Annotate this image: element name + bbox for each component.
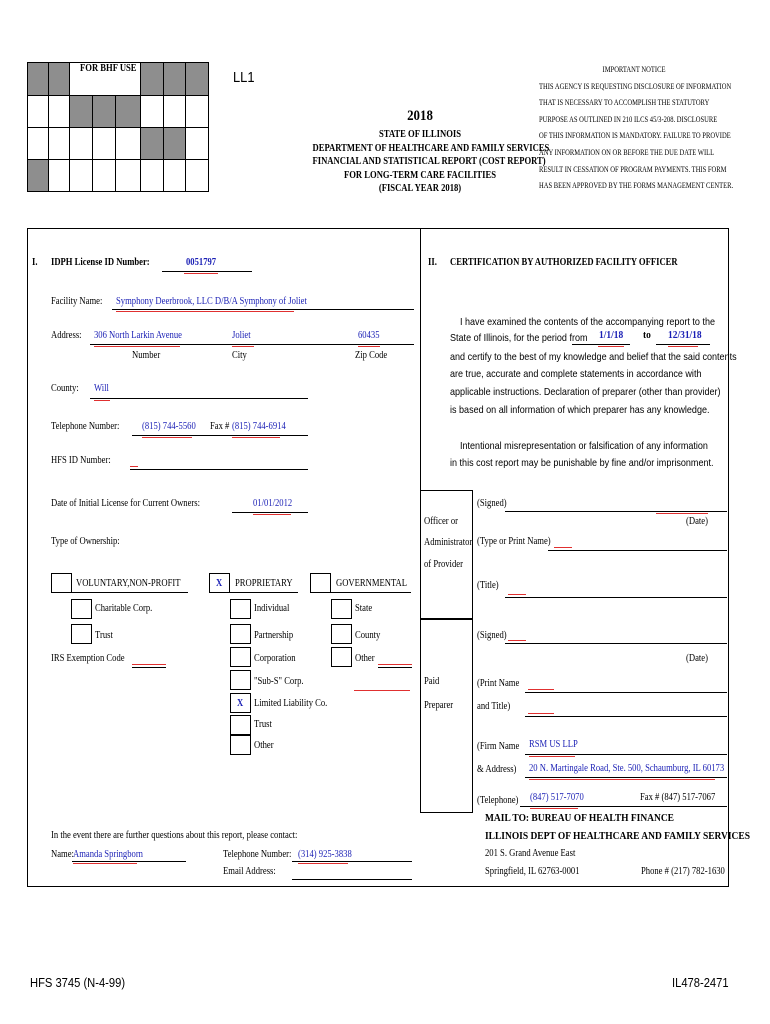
grid-cell xyxy=(163,62,186,96)
grid-cell xyxy=(163,127,186,160)
form-code-footer: IL478-2471 xyxy=(672,975,729,990)
proprietary-trust-checkbox[interactable] xyxy=(230,715,251,735)
cert-line: are true, accurate and complete statements in accordance with xyxy=(450,368,702,380)
grid-cell xyxy=(92,95,116,128)
llc-check-mark: X xyxy=(237,698,244,709)
proprietary-trust-label: Trust xyxy=(254,719,272,730)
preparer-signed-label: (Signed) xyxy=(477,630,507,641)
firm-telephone-label: (Telephone) xyxy=(477,795,519,806)
governmental-label: GOVERNMENTAL xyxy=(336,578,407,589)
mail-to-line: ILLINOIS DEPT OF HEALTHCARE AND FAMILY SERVICES xyxy=(485,830,750,842)
hfs-id-label: HFS ID Number: xyxy=(51,455,111,466)
zip-value[interactable]: 60435 xyxy=(358,330,380,341)
warning-line: Intentional misrepresentation or falsification of any information xyxy=(460,440,708,452)
corporation-label: Corporation xyxy=(254,653,296,664)
form-code: LL1 xyxy=(233,69,255,86)
officer-label: Administrator xyxy=(424,537,473,548)
title-line: FINANCIAL AND STATISTICAL REPORT (COST REPORT) xyxy=(312,156,546,167)
notice-line: THIS AGENCY IS REQUESTING DISCLOSURE OF INFORMATION xyxy=(539,81,732,91)
sub-s-corp-checkbox[interactable] xyxy=(230,670,251,690)
bhf-use-label: FOR BHF USE xyxy=(80,63,137,74)
grid-cell xyxy=(48,95,70,128)
county-value[interactable]: Will xyxy=(94,383,109,394)
warning-line: in this cost report may be punishable by fine and/or imprisonment. xyxy=(450,457,714,469)
period-to-value[interactable]: 12/31/18 xyxy=(668,329,702,341)
contact-name-value[interactable]: Amanda Springborn xyxy=(73,849,143,860)
firm-name-value[interactable]: RSM US LLP xyxy=(529,739,578,750)
preparer-title-label: and Title) xyxy=(477,701,511,712)
gov-other-checkbox[interactable] xyxy=(331,647,352,667)
officer-print-name-label: (Type or Print Name) xyxy=(477,536,551,547)
individual-checkbox[interactable] xyxy=(230,599,251,619)
firm-name-label: (Firm Name xyxy=(477,741,520,752)
preparer-box xyxy=(420,619,473,813)
telephone-label: Telephone Number: xyxy=(51,421,120,432)
grid-cell xyxy=(140,95,164,128)
firm-phone-value[interactable]: (847) 517-7070 xyxy=(530,792,584,803)
notice-line: RESULT IN CESSATION OF PROGRAM PAYMENTS. THIS FORM xyxy=(539,164,727,174)
number-caption: Number xyxy=(132,350,161,361)
corporation-checkbox[interactable] xyxy=(230,647,251,667)
cert-line: I have examined the contents of the accompanying report to the xyxy=(460,316,716,328)
officer-title-label: (Title) xyxy=(477,580,499,591)
proprietary-check-mark: X xyxy=(216,578,223,589)
grid-cell xyxy=(140,62,164,96)
fax-label: Fax # xyxy=(210,421,230,432)
grid-cell xyxy=(69,127,93,160)
notice-line: HAS BEEN APPROVED BY THE FORMS MANAGEMENT CENTER. xyxy=(539,181,734,191)
title-line: FOR LONG-TERM CARE FACILITIES xyxy=(343,169,497,181)
grid-cell xyxy=(27,127,49,160)
address-label: Address: xyxy=(51,330,82,341)
notice-heading: IMPORTANT NOTICE xyxy=(602,65,666,74)
mail-to-line: MAIL TO: BUREAU OF HEALTH FINANCE xyxy=(485,812,674,824)
sub-s-corp-label: "Sub-S" Corp. xyxy=(254,676,304,687)
grid-cell xyxy=(185,159,209,192)
grid-cell xyxy=(27,62,49,96)
preparer-label: Preparer xyxy=(424,700,454,711)
cert-line: applicable instructions. Declaration of preparer (other than provider) xyxy=(450,386,721,398)
notice-line: OF THIS INFORMATION IS MANDATORY. FAILURE TO PROVIDE xyxy=(539,131,731,141)
notice-line: THAT IS NECESSARY TO ACCOMPLISH THE STATUTORY xyxy=(539,98,710,108)
proprietary-label: PROPRIETARY xyxy=(235,578,293,589)
license-value[interactable]: 0051797 xyxy=(186,257,217,268)
title-line: (FISCAL YEAR 2018) xyxy=(378,183,462,194)
certification-title: CERTIFICATION BY AUTHORIZED FACILITY OFFICER xyxy=(450,257,678,268)
city-value[interactable]: Joliet xyxy=(232,330,251,341)
state-label: State xyxy=(355,603,373,614)
form-number: HFS 3745 (N-4-99) xyxy=(30,975,126,990)
preparer-print-name-label: (Print Name xyxy=(477,678,520,689)
officer-box xyxy=(420,490,473,619)
voluntary-trust-checkbox[interactable] xyxy=(71,624,92,644)
initial-license-value[interactable]: 01/01/2012 xyxy=(253,498,293,509)
partnership-label: Partnership xyxy=(254,630,294,641)
grid-cell xyxy=(140,127,164,160)
grid-cell xyxy=(163,95,186,128)
grid-cell xyxy=(27,95,49,128)
governmental-checkbox[interactable] xyxy=(310,573,331,593)
charitable-corp-label: Charitable Corp. xyxy=(95,603,153,614)
preparer-date-label: (Date) xyxy=(686,653,708,664)
title-line: DEPARTMENT OF HEALTHCARE AND FAMILY SERVICES xyxy=(312,142,550,154)
voluntary-trust-label: Trust xyxy=(95,630,113,641)
important-notice xyxy=(539,62,734,195)
title-line: STATE OF ILLINOIS xyxy=(378,129,462,140)
contact-name-label: Name: xyxy=(51,849,74,860)
firm-fax-value: Fax # (847) 517-7067 xyxy=(640,792,716,803)
grid-cell xyxy=(69,95,93,128)
facility-name-value[interactable]: Symphony Deerbrook, LLC D/B/A Symphony of Joliet xyxy=(116,296,307,307)
report-year: 2018 xyxy=(407,108,433,124)
zip-caption: Zip Code xyxy=(355,350,388,361)
grid-cell xyxy=(115,159,141,192)
voluntary-checkbox[interactable] xyxy=(51,573,72,593)
grid-cell xyxy=(27,159,49,192)
grid-cell xyxy=(48,159,70,192)
section-1-number: I. xyxy=(32,257,38,268)
license-label: IDPH License ID Number: xyxy=(51,257,150,268)
county-label: County: xyxy=(51,383,79,394)
initial-license-label: Date of Initial License for Current Owners: xyxy=(51,498,201,509)
firm-address-value[interactable]: 20 N. Martingale Road, Ste. 500, Schaumburg, IL 60173 xyxy=(529,763,725,774)
irs-exemption-label: IRS Exemption Code xyxy=(51,653,125,664)
charitable-corp-checkbox[interactable] xyxy=(71,599,92,619)
section-2-number: II. xyxy=(428,257,437,268)
gov-other-label: Other xyxy=(355,653,375,664)
period-to-label: to xyxy=(643,329,651,341)
mail-to-line: Springfield, IL 62763-0001 xyxy=(485,866,580,877)
grid-cell xyxy=(163,159,186,192)
ownership-label: Type of Ownership: xyxy=(51,536,120,547)
voluntary-label: VOLUNTARY,NON-PROFIT xyxy=(76,578,181,589)
individual-label: Individual xyxy=(254,603,290,614)
period-from-value[interactable]: 1/1/18 xyxy=(599,329,624,341)
grid-cell xyxy=(115,127,141,160)
cert-line: State of Illinois, for the period from xyxy=(450,332,588,344)
notice-line: PURPOSE AS OUTLINED IN 210 ILCS 45/3-208. DISCLOSURE xyxy=(539,114,718,124)
officer-label: Officer or xyxy=(424,516,458,527)
city-caption: City xyxy=(232,350,247,361)
report-title xyxy=(295,128,550,196)
grid-cell xyxy=(92,127,116,160)
street-value[interactable]: 306 North Larkin Avenue xyxy=(94,330,182,341)
grid-cell xyxy=(48,127,70,160)
county-gov-label: County xyxy=(355,630,381,641)
further-questions-text: In the event there are further questions about this report, please contact: xyxy=(51,830,298,841)
officer-date-label: (Date) xyxy=(686,516,708,527)
contact-phone-label: Telephone Number: xyxy=(223,849,292,860)
officer-label: of Provider xyxy=(424,559,463,570)
partnership-checkbox[interactable] xyxy=(230,624,251,644)
grid-cell xyxy=(185,62,209,96)
officer-signed-label: (Signed) xyxy=(477,498,507,509)
grid-cell xyxy=(69,159,93,192)
email-label: Email Address: xyxy=(223,866,276,877)
firm-address-label: & Address) xyxy=(477,764,517,775)
llc-label: Limited Liability Co. xyxy=(254,698,328,709)
mail-to-phone: Phone # (217) 782-1630 xyxy=(641,866,725,877)
facility-label: Facility Name: xyxy=(51,296,103,307)
proprietary-other-label: Other xyxy=(254,740,274,751)
state-checkbox[interactable] xyxy=(331,599,352,619)
notice-line: ANY INFORMATION ON OR BEFORE THE DUE DATE WILL xyxy=(539,147,715,157)
contact-phone-value[interactable]: (314) 925-3838 xyxy=(298,849,352,860)
preparer-label: Paid xyxy=(424,676,440,687)
telephone-value[interactable]: (815) 744-5560 xyxy=(142,421,196,432)
cert-line: and certify to the best of my knowledge and belief that the said contents xyxy=(450,351,737,363)
grid-cell xyxy=(140,159,164,192)
cert-line: is based on all information of which preparer has any knowledge. xyxy=(450,404,710,416)
grid-cell xyxy=(185,95,209,128)
fax-value[interactable]: (815) 744-6914 xyxy=(232,421,286,432)
grid-cell xyxy=(185,127,209,160)
county-checkbox[interactable] xyxy=(331,624,352,644)
mail-to-line: 201 S. Grand Avenue East xyxy=(485,848,576,859)
grid-cell xyxy=(92,159,116,192)
grid-cell xyxy=(48,62,70,96)
grid-cell xyxy=(115,95,141,128)
proprietary-other-checkbox[interactable] xyxy=(230,735,251,755)
